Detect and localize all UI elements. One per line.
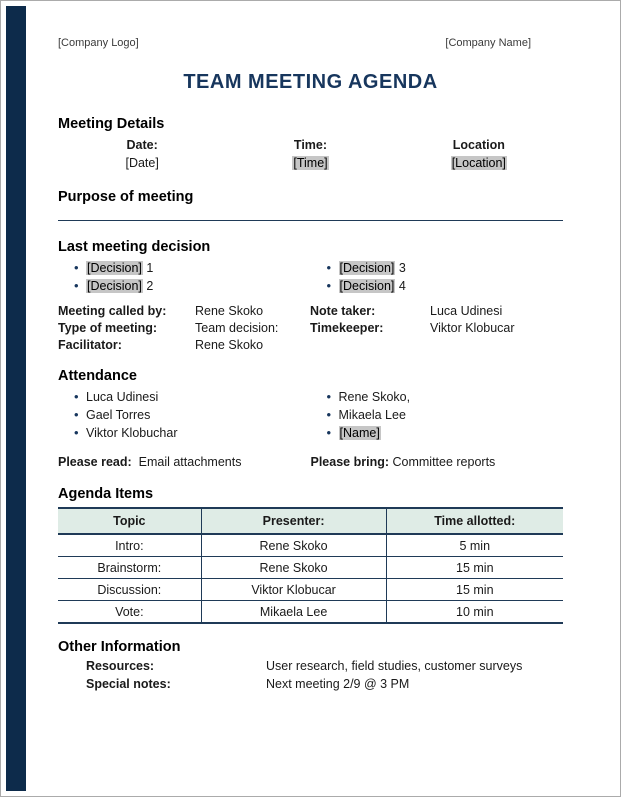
meeting-roles-grid [58, 304, 563, 352]
agenda-topic-cell: Discussion: [58, 579, 201, 601]
timekeeper-label: Timekeeper: [310, 321, 384, 335]
agenda-header-time: Time allotted: [386, 508, 563, 534]
type-of-meeting-value: Team decision: [195, 321, 279, 335]
note-taker-label: Note taker: [310, 304, 376, 318]
agenda-presenter-cell: Rene Skoko [201, 534, 386, 557]
attendee-item: • Luca Udinesi [58, 388, 311, 406]
special-notes-label: Special notes: [86, 677, 171, 691]
agenda-time-cell: 15 min [386, 557, 563, 579]
section-heading-meeting-details: Meeting Details [58, 116, 165, 132]
decision-suffix: 1 [142, 261, 154, 275]
please-read-bring-row [58, 455, 563, 469]
attendance-list-right [311, 388, 564, 442]
attendance-columns [58, 388, 563, 442]
agenda-time-cell: 10 min [386, 601, 563, 624]
special-notes-value: Next meeting 2/9 @ 3 PM [266, 677, 410, 691]
time-label: Time: [293, 138, 328, 152]
section-heading-other-information: Other Information [58, 639, 181, 655]
timekeeper-value: Viktor Klobucar [430, 321, 515, 335]
section-heading-last-meeting-decision: Last meeting decision [58, 239, 211, 255]
attendee-item: • Viktor Klobuchar [58, 424, 311, 442]
agenda-presenter-cell: Rene Skoko [201, 557, 386, 579]
decision-placeholder[interactable]: [Decision] [339, 261, 395, 275]
resources-label: Resources: [86, 659, 155, 673]
decision-suffix: 2 [142, 279, 154, 293]
attendee-item: • Mikaela Lee [311, 406, 564, 424]
decision-placeholder[interactable]: [Decision] [87, 279, 142, 293]
please-read-value: Email attachments [138, 455, 242, 469]
section-heading-attendance: Attendance [58, 368, 137, 384]
decision-placeholder[interactable]: [Decision] [87, 261, 142, 275]
section-heading-agenda-items: Agenda Items [58, 486, 154, 502]
resources-value: User research, field studies, customer surveys [266, 659, 523, 673]
facilitator-value: Rene Skoko [195, 338, 264, 352]
attendee-name-placeholder[interactable]: [Name] [339, 426, 380, 440]
decision-item [58, 259, 311, 277]
company-name-placeholder[interactable]: [Company Name] [445, 37, 531, 49]
please-bring-value: Committee reports [392, 455, 496, 469]
table-row [58, 579, 563, 601]
date-label: Date: [126, 138, 158, 152]
date-placeholder[interactable]: [Date] [125, 156, 159, 170]
decision-item [311, 259, 564, 277]
attendee-item: • Rene Skoko, [311, 388, 564, 406]
document-content [1, 1, 620, 691]
agenda-header-topic: Topic [58, 508, 201, 534]
decision-suffix: 3 [395, 261, 406, 275]
note-taker-value: Luca Udinesi [430, 304, 503, 318]
agenda-time-cell: 5 min [386, 534, 563, 557]
decisions-columns [58, 259, 563, 295]
decision-item [58, 277, 311, 295]
company-header-row [58, 37, 563, 49]
table-row [58, 557, 563, 579]
please-bring [311, 455, 564, 469]
time-placeholder[interactable] [226, 154, 394, 172]
attendee-item [311, 424, 564, 442]
attendance-list-left [58, 388, 311, 442]
agenda-topic-cell: Intro: [115, 538, 144, 553]
meeting-details-grid [58, 136, 563, 172]
attendee-item: • Gael Torres [58, 406, 311, 424]
agenda-presenter-cell: Mikaela Lee [201, 601, 386, 624]
location-label: Location [452, 138, 505, 152]
decision-placeholder[interactable]: [Decision] [339, 279, 395, 293]
section-heading-purpose: Purpose of meeting [58, 189, 194, 205]
meeting-called-by-label: Meeting called by: [58, 304, 167, 318]
roles-empty-cell [310, 338, 430, 352]
agenda-topic-cell: Vote: [58, 601, 201, 624]
decision-suffix: 4 [395, 279, 406, 293]
document-title: TEAM MEETING AGENDA [183, 71, 438, 93]
decisions-list-left [58, 259, 311, 295]
other-information-grid [58, 659, 563, 691]
please-read-label: Please read: [58, 455, 132, 469]
agenda-header-presenter: Presenter: [201, 508, 386, 534]
decision-item [311, 277, 564, 295]
please-bring-label: Please bring: [310, 455, 389, 469]
table-row [58, 534, 563, 557]
time-placeholder-text[interactable]: [Time] [293, 156, 328, 170]
roles-empty-cell [430, 338, 563, 352]
company-logo-placeholder[interactable]: [Company Logo] [58, 37, 139, 49]
facilitator-label: Facilitator: [58, 338, 122, 352]
agenda-presenter-cell: Viktor Klobucar [201, 579, 386, 601]
table-row [58, 601, 563, 624]
agenda-topic-cell: Brainstorm: [58, 557, 201, 579]
meeting-called-by-value: Rene Skoko [195, 304, 264, 318]
location-placeholder-text[interactable]: [Location] [451, 156, 506, 170]
section-divider-line [58, 220, 563, 221]
location-placeholder[interactable] [395, 154, 563, 172]
agenda-header-row [58, 508, 563, 534]
agenda-items-table [58, 507, 563, 624]
agenda-time-cell: 15 min [386, 579, 563, 601]
type-of-meeting-label: Type of meeting: [58, 321, 158, 335]
decisions-list-right [311, 259, 564, 295]
please-read [58, 455, 311, 469]
